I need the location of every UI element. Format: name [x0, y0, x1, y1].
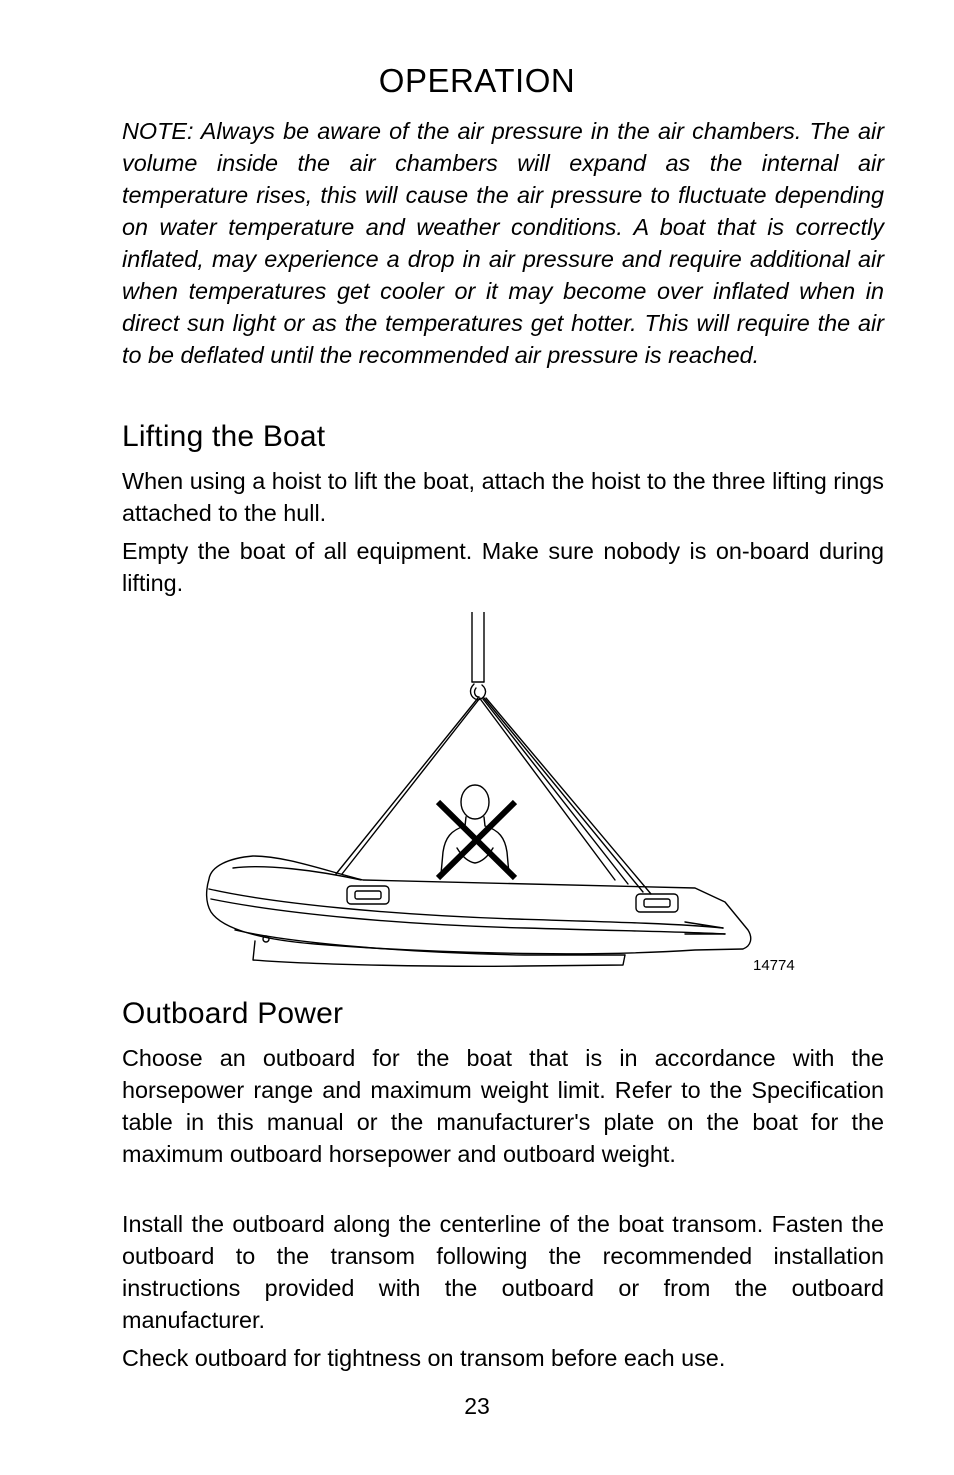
outboard-paragraph-2: Install the outboard along the centerline of the boat transom. Fasten the outboard to the transom following the recommended installation instructions provided with the outboard or from the outboard manufacturer. — [122, 1211, 884, 1333]
inflatable-boat — [207, 856, 751, 966]
note-lead: NOTE: — [122, 118, 194, 144]
outboard-paragraph-1: Choose an outboard for the boat that is in accordance with the horsepower range and maximum weight limit. Refer to the Specification table in this manual or the manufacturer's plate on the boat for the maximum outboard horsepower and outboard weight. — [122, 1045, 884, 1167]
lifting-slings — [336, 698, 651, 894]
outboard-paragraph-3: Check outboard for tightness on transom before each use. — [122, 1345, 726, 1371]
lifting-ring-left — [347, 886, 389, 904]
figure-number: 14774 — [753, 957, 795, 974]
page-number: 23 — [464, 1393, 490, 1419]
lifting-heading: Lifting the Boat — [122, 420, 326, 453]
boat-lifting-illustration — [195, 612, 765, 972]
note-text: Always be aware of the air pressure in the air chambers. The air volume inside the air chambers will expand as the internal air temperature rises, this will cause the air pressure to fluctuate depending on water temperature and weather conditions. A boat that is correctly inflated, may experience a drop in air pressure and require additional air when temperatures get cooler or it may become over inflated when in direct sun light or as the temperatures get hotter. This will require the air to be deflated until the recommended air pressure is reached. — [122, 118, 884, 368]
section-header: OPERATION — [378, 62, 576, 99]
lifting-ring-right — [636, 894, 678, 912]
outboard-heading: Outboard Power — [122, 997, 344, 1030]
lifting-paragraph-1: When using a hoist to lift the boat, attach the hoist to the three lifting rings attached to the hull. — [122, 468, 884, 526]
note-paragraph — [122, 115, 884, 371]
lifting-paragraph-2: Empty the boat of all equipment. Make sure nobody is on-board during lifting. — [122, 538, 884, 596]
hoist-cable — [472, 612, 484, 682]
